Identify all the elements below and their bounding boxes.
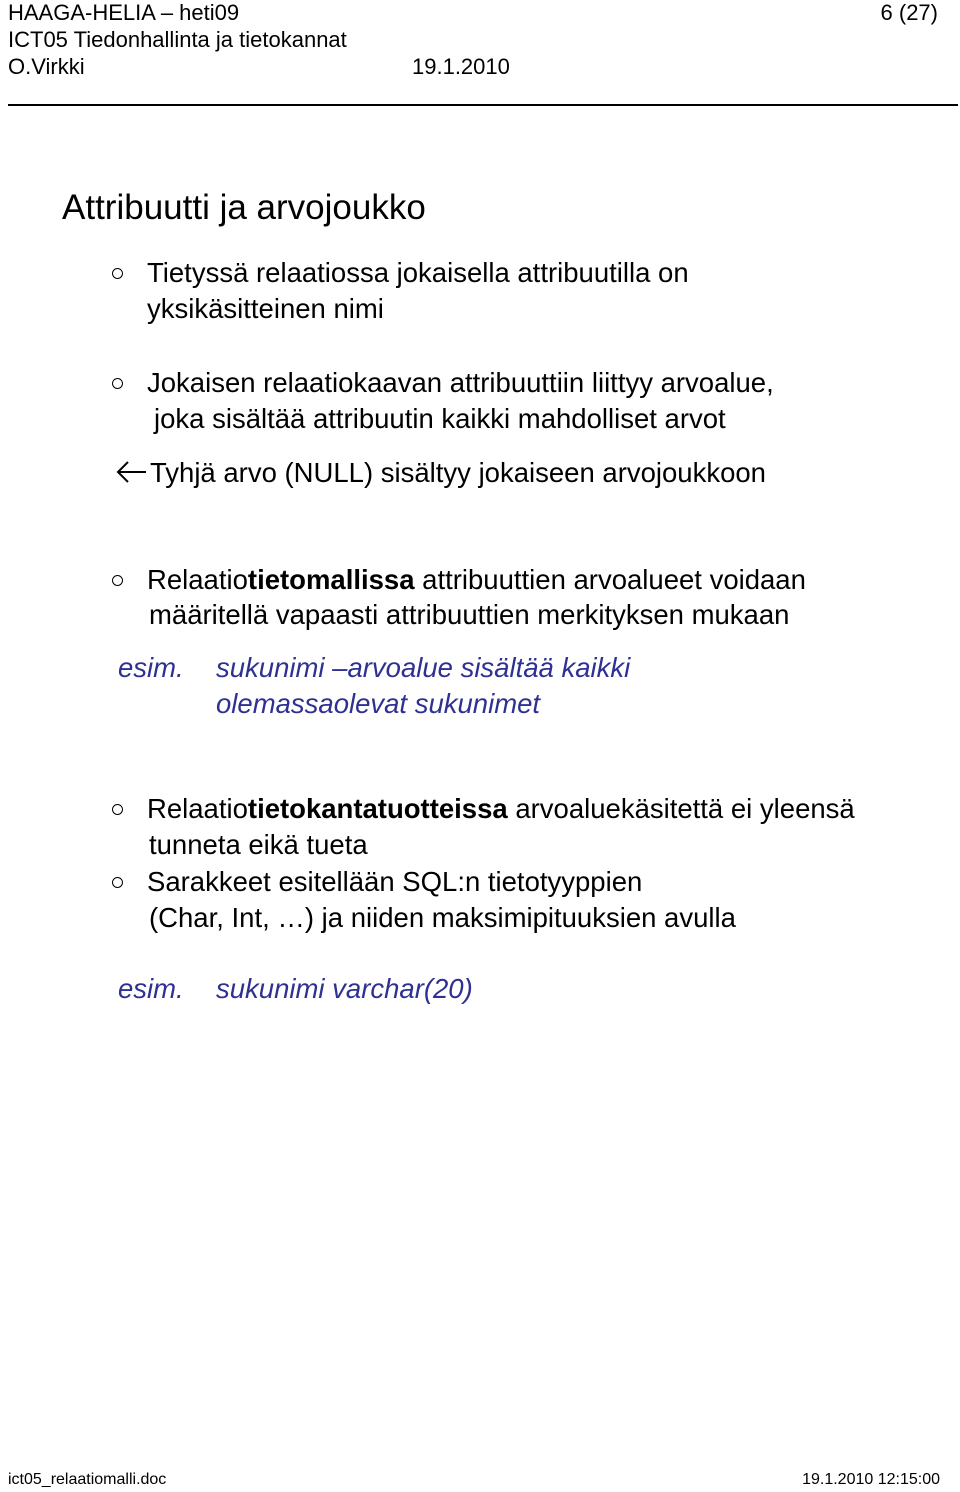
bullet-icon xyxy=(112,575,123,586)
header-org: HAAGA-HELIA – heti09 xyxy=(8,0,240,25)
bullet-3-line-2: määritellä vapaasti attribuuttien merkityksen mukaan xyxy=(149,599,790,630)
bullet-4-line-1 xyxy=(147,792,855,826)
page-title: Attribuutti ja arvojoukko xyxy=(62,188,426,227)
bullet-1-line-2: yksikäsitteinen nimi xyxy=(147,293,384,324)
example-2-text: sukunimi varchar(20) xyxy=(216,973,473,1004)
header-date: 19.1.2010 xyxy=(412,54,510,79)
bullet-4-suffix: arvoaluekäsitettä ei yleensä xyxy=(507,793,855,824)
example-1-line-2: olemassaolevat sukunimet xyxy=(216,688,541,719)
bullet-4-prefix: Relaatio xyxy=(147,793,248,824)
bullet-icon xyxy=(112,378,123,389)
bullet-icon xyxy=(112,877,123,888)
bullet-icon xyxy=(112,268,123,279)
bullet-3-line-1 xyxy=(147,563,806,597)
example-2-label: esim. xyxy=(118,973,184,1004)
bullet-4-bold: tietokantatuotteissa xyxy=(247,793,508,824)
bullet-5-line-2: (Char, Int, …) ja niiden maksimipituuksien avulla xyxy=(149,902,736,933)
bullet-icon xyxy=(112,804,123,815)
example-1-label: esim. xyxy=(118,652,184,683)
bullet-3-suffix: attribuuttien arvoalueet voidaan xyxy=(414,564,806,595)
bullet-2-line-2: joka sisältää attribuutin kaikki mahdolliset arvot xyxy=(154,403,726,434)
header-divider xyxy=(8,104,958,106)
arrow-note: Tyhjä arvo (NULL) sisältyy jokaiseen arvojoukkoon xyxy=(150,457,766,488)
header-author: O.Virkki xyxy=(8,54,85,79)
page-number: 6 (27) xyxy=(880,0,938,25)
left-arrow-icon xyxy=(116,460,148,484)
example-1-line-1: sukunimi –arvoalue sisältää kaikki xyxy=(216,652,631,683)
header-course: ICT05 Tiedonhallinta ja tietokannat xyxy=(8,27,347,52)
bullet-3-bold: tietomallissa xyxy=(247,564,415,595)
bullet-1-line-1: Tietyssä relaatiossa jokaisella attribuutilla on xyxy=(147,257,689,288)
bullet-5-line-1: Sarakkeet esitellään SQL:n tietotyyppien xyxy=(147,866,643,897)
bullet-2-line-1: Jokaisen relaatiokaavan attribuuttiin liittyy arvoalue, xyxy=(147,367,774,398)
footer-timestamp: 19.1.2010 12:15:00 xyxy=(802,1471,940,1488)
bullet-4-line-2: tunneta eikä tueta xyxy=(149,829,368,860)
footer-filename: ict05_relaatiomalli.doc xyxy=(8,1471,167,1488)
bullet-3-prefix: Relaatio xyxy=(147,564,248,595)
